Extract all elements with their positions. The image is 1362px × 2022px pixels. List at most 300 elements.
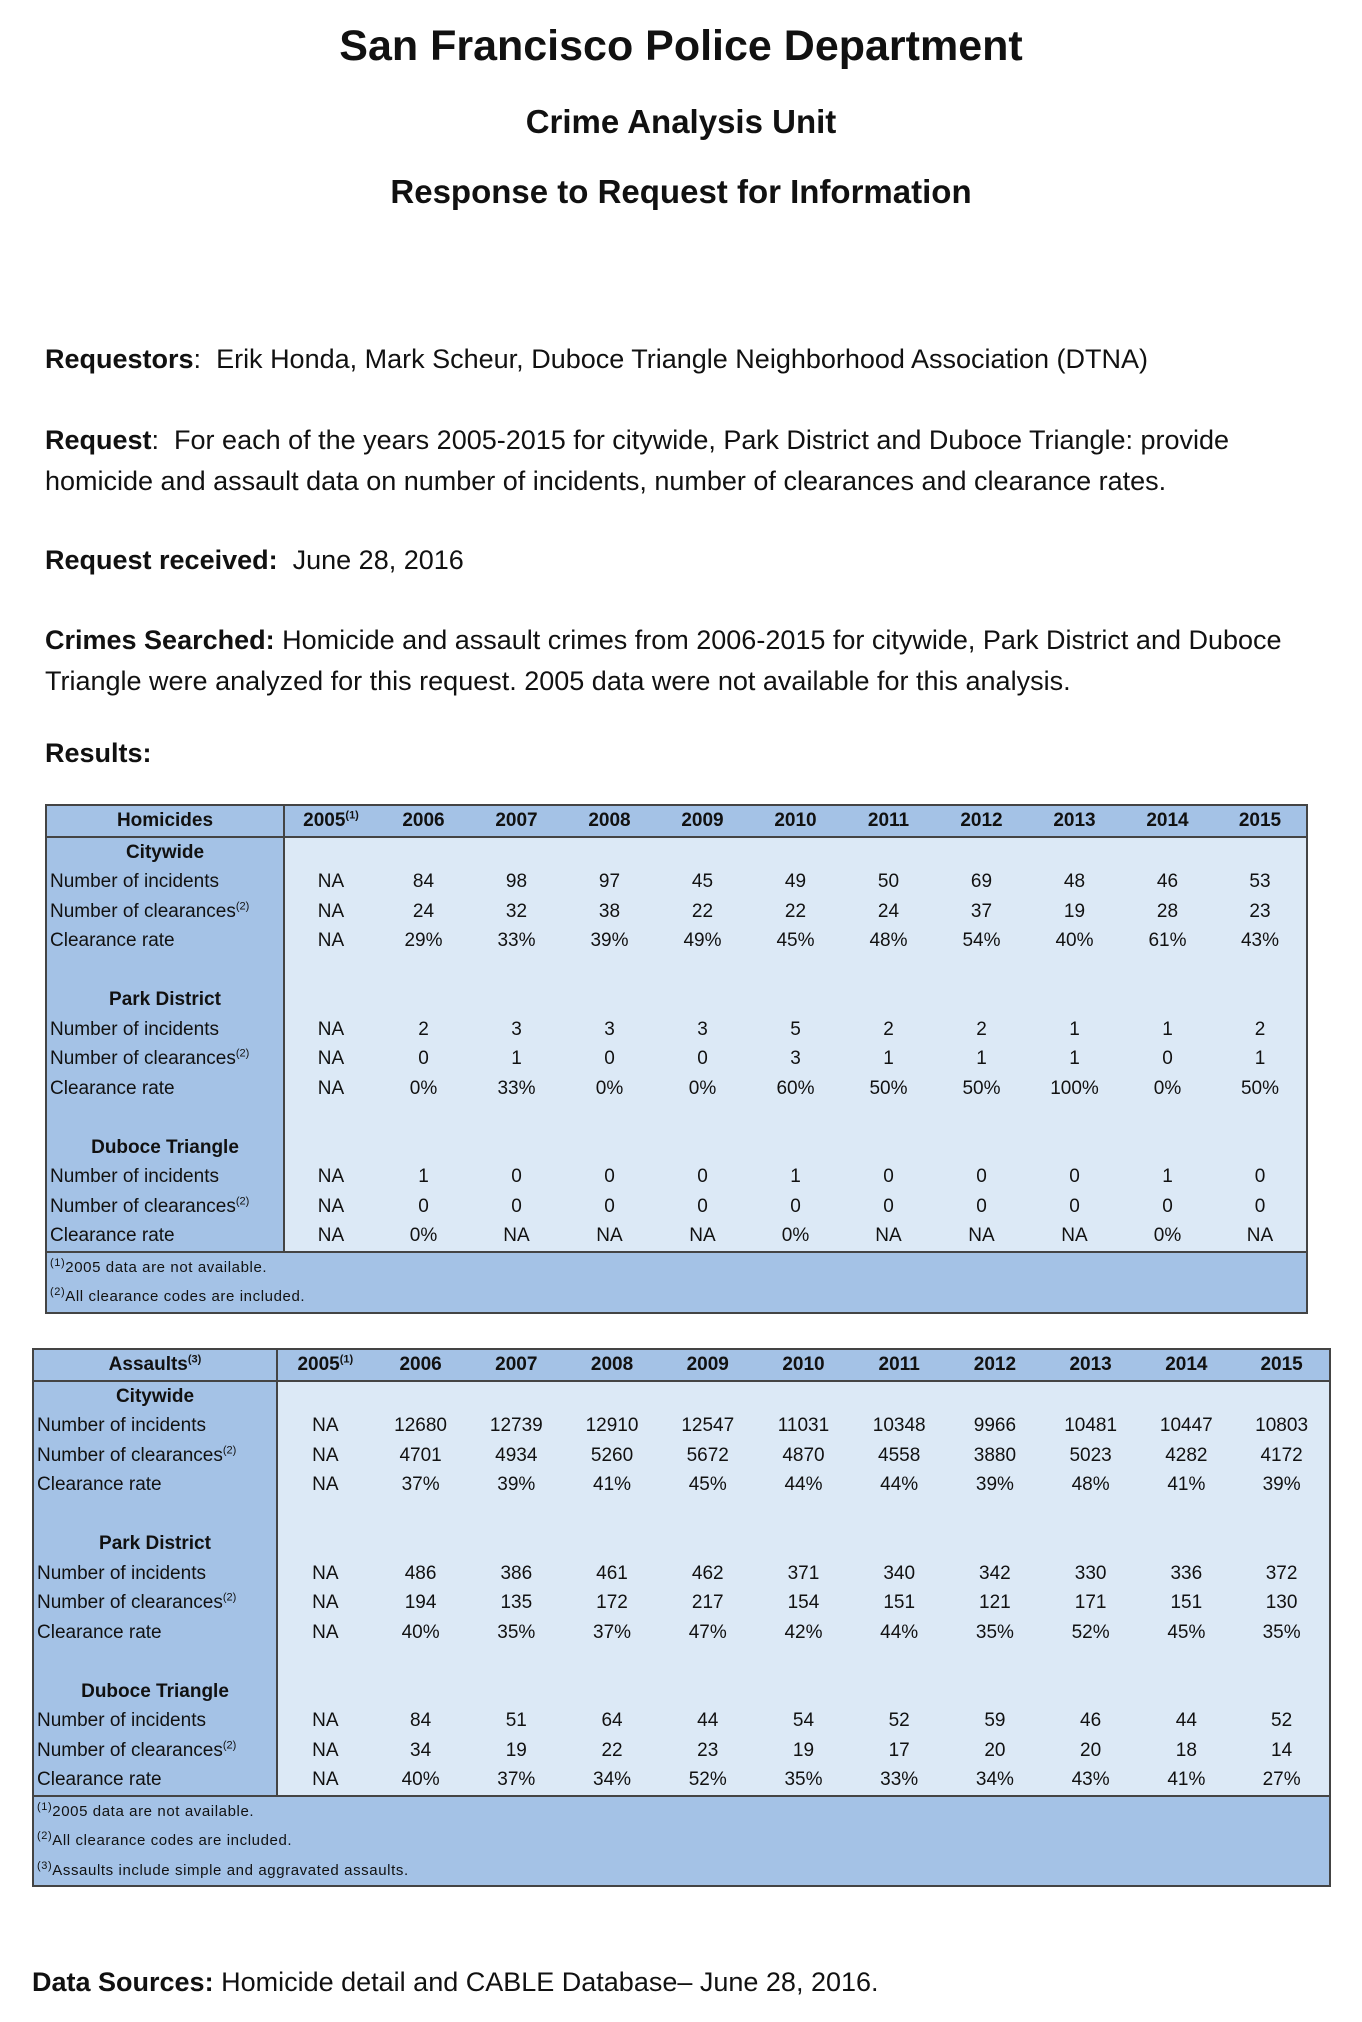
crimes-text: Homicide and assault crimes from 2006-2015 for citywide, Park District and Duboce Triangle were analyzed for this request. 2005 data were not available for this analysis. [45, 625, 1282, 696]
table-cell: NA [284, 1162, 377, 1192]
table-cell: 4282 [1138, 1441, 1234, 1471]
request-label: Request [45, 425, 152, 455]
clearances-row [46, 1192, 1307, 1222]
table-cell: 3 [563, 1015, 656, 1045]
year-header: 2015 [1214, 805, 1307, 837]
table-cell: 34 [373, 1736, 469, 1766]
table-cell: NA [284, 1074, 377, 1104]
year-header: 2015 [1234, 1349, 1330, 1381]
table-cell: 1 [842, 1044, 935, 1074]
table-cell: 0 [656, 1192, 749, 1222]
table-cell: 0 [563, 1192, 656, 1222]
incidents-row [46, 867, 1307, 897]
table-cell: 44% [756, 1470, 852, 1500]
row-label [33, 1618, 277, 1648]
section-name: Citywide [46, 837, 284, 868]
table-cell: 2 [377, 1015, 470, 1045]
section-name: Park District [46, 985, 284, 1015]
table-cell: 0% [563, 1074, 656, 1104]
table-cell: NA [1028, 1221, 1121, 1252]
table-cell: 84 [373, 1706, 469, 1736]
section-name: Duboce Triangle [46, 1133, 284, 1163]
table-cell: 0 [563, 1044, 656, 1074]
year-header: 2013 [1028, 805, 1121, 837]
row-label-text: Number of clearances [50, 900, 236, 922]
table-cell: 154 [756, 1588, 852, 1618]
year-header: 2013 [1043, 1349, 1139, 1381]
table-cell: 22 [656, 897, 749, 927]
table-cell: 130 [1234, 1588, 1330, 1618]
year-header: 2008 [563, 805, 656, 837]
table-cell: 50% [935, 1074, 1028, 1104]
table-cell: NA [277, 1618, 373, 1648]
clearances-row [46, 1044, 1307, 1074]
row-label-text: Number of clearances [50, 1195, 236, 1217]
table-cell: 0 [1028, 1192, 1121, 1222]
section-blank [284, 985, 1307, 1015]
table-cell: 48% [1043, 1470, 1139, 1500]
spacer-row [33, 1647, 1330, 1677]
table-cell: 371 [756, 1559, 852, 1589]
row-label [46, 1015, 284, 1045]
table-cell: 50% [842, 1074, 935, 1104]
table-cell: 336 [1138, 1559, 1234, 1589]
table-cell: 10447 [1138, 1411, 1234, 1441]
row-label-text: Number of incidents [50, 871, 219, 892]
spacer-cell [33, 1500, 277, 1530]
table-cell: 462 [660, 1559, 756, 1589]
table-cell: 0 [749, 1192, 842, 1222]
table-cell: 10481 [1043, 1411, 1139, 1441]
table-cell: 44% [851, 1470, 947, 1500]
row-label-text: Number of incidents [37, 1415, 206, 1436]
table-cell: 46 [1043, 1706, 1139, 1736]
table-cell: NA [284, 1044, 377, 1074]
table-cell: 37% [373, 1470, 469, 1500]
footnote-row [33, 1856, 1330, 1887]
table-cell: 60% [749, 1074, 842, 1104]
table-cell: 46 [1121, 867, 1214, 897]
row-label [33, 1559, 277, 1589]
table-cell: 0 [656, 1162, 749, 1192]
row-label-text: Number of incidents [50, 1018, 219, 1040]
incidents-row [46, 1015, 1307, 1045]
table-cell: 0 [1214, 1162, 1307, 1192]
clearance-rate-row [46, 926, 1307, 956]
table-cell: 0 [935, 1192, 1028, 1222]
table-cell: NA [842, 1221, 935, 1252]
table-cell: 32 [470, 897, 563, 927]
clearances-row [33, 1736, 1330, 1766]
row-label-text: Clearance rate [50, 1225, 175, 1246]
table-cell: 4934 [468, 1441, 564, 1471]
footnote-mark: (1) [37, 1800, 53, 1813]
table-cell: 22 [564, 1736, 660, 1766]
footnote-text: Assaults include simple and aggravated assaults. [52, 1861, 409, 1879]
year-header: 2008 [564, 1349, 660, 1381]
table-cell: 54 [756, 1706, 852, 1736]
table-cell: 12547 [660, 1411, 756, 1441]
table-cell: 1 [1121, 1015, 1214, 1045]
received-date: June 28, 2016 [292, 545, 464, 575]
table-cell: 23 [1214, 897, 1307, 927]
year-header: 2014 [1138, 1349, 1234, 1381]
incidents-row [46, 1162, 1307, 1192]
table-cell: 5023 [1043, 1441, 1139, 1471]
table-cell: 11031 [756, 1411, 852, 1441]
table-cell: 0% [377, 1221, 470, 1252]
spacer-row [46, 956, 1307, 986]
table-cell: 45 [656, 867, 749, 897]
table-cell: 121 [947, 1588, 1043, 1618]
row-label [46, 926, 284, 956]
table-cell: 19 [756, 1736, 852, 1766]
table-cell: NA [1214, 1221, 1307, 1252]
table-cell: NA [284, 926, 377, 956]
homicides-table [45, 804, 1308, 1314]
table-cell: 0 [377, 1044, 470, 1074]
row-label-text: Clearance rate [37, 1769, 162, 1790]
year-header: 2012 [935, 805, 1028, 837]
year-header: 2011 [851, 1349, 947, 1381]
table-cell: 41% [564, 1470, 660, 1500]
table-cell: 100% [1028, 1074, 1121, 1104]
footnote-text: All clearance codes are included. [52, 1832, 293, 1849]
table-cell: 0 [470, 1162, 563, 1192]
table-cell: 51 [468, 1706, 564, 1736]
table-cell: 24 [842, 897, 935, 927]
table-cell: 44% [851, 1618, 947, 1648]
footnote-mark: (1) [50, 1256, 66, 1269]
received-line [45, 540, 1315, 581]
table-cell: 43% [1043, 1765, 1139, 1796]
year-header: 2007 [468, 1349, 564, 1381]
table-cell: 0 [935, 1162, 1028, 1192]
table-cell: 98 [470, 867, 563, 897]
spacer-row [33, 1500, 1330, 1530]
table-cell: 22 [749, 897, 842, 927]
table-cell: 3 [656, 1015, 749, 1045]
table-cell: NA [277, 1441, 373, 1471]
table-cell: 330 [1043, 1559, 1139, 1589]
table-cell: 59 [947, 1706, 1043, 1736]
requestors-line: Requestors: Erik Honda, Mark Scheur, Duboce Triangle Neighborhood Association (DTNA) [45, 344, 1149, 374]
table-cell: 35% [1234, 1618, 1330, 1648]
table-cell: 5 [749, 1015, 842, 1045]
table-cell: NA [277, 1706, 373, 1736]
clearances-row [33, 1441, 1330, 1471]
section-header-row [33, 1677, 1330, 1707]
table-cell: NA [284, 867, 377, 897]
table-title-text: Homicides [116, 810, 214, 831]
table-cell: 0% [377, 1074, 470, 1104]
footnote-row [46, 1282, 1307, 1313]
table-cell: 171 [1043, 1588, 1139, 1618]
table-cell: 4558 [851, 1441, 947, 1471]
year-label: 2005 [303, 810, 346, 831]
table-cell: 0 [1214, 1192, 1307, 1222]
table-cell: 19 [1028, 897, 1121, 927]
table-cell: 47% [660, 1618, 756, 1648]
table-cell: 48% [842, 926, 935, 956]
table-cell: 41% [1138, 1470, 1234, 1500]
table-cell: 1 [377, 1162, 470, 1192]
table-cell: 28 [1121, 897, 1214, 927]
clearances-row [33, 1588, 1330, 1618]
table-cell: 45% [749, 926, 842, 956]
year-label: 2005 [297, 1354, 340, 1375]
table-cell: 3880 [947, 1441, 1043, 1471]
table-cell: 12910 [564, 1411, 660, 1441]
row-label-text: Clearance rate [50, 1077, 175, 1099]
request-paragraph: Request: For each of the years 2005-2015 for citywide, Park District and Duboce Triangle: provide homicide and assault data on number of incidents, number of clearances and clearance rates. [45, 425, 1230, 496]
table-cell: 43% [1214, 926, 1307, 956]
row-label-text: Number of clearances [37, 1592, 223, 1613]
table-cell: 5260 [564, 1441, 660, 1471]
assaults-table [32, 1348, 1331, 1887]
table-cell: NA [563, 1221, 656, 1252]
table-cell: 18 [1138, 1736, 1234, 1766]
row-label [33, 1411, 277, 1441]
footnote-mark: (2) [222, 1591, 237, 1604]
section-blank [284, 1133, 1307, 1163]
row-label [46, 1044, 284, 1074]
table-cell: 45% [1138, 1618, 1234, 1648]
table-cell: 9966 [947, 1411, 1043, 1441]
footnote-mark: (3) [37, 1859, 53, 1872]
table-cell: 41% [1138, 1765, 1234, 1796]
table-cell: NA [277, 1588, 373, 1618]
table-cell: 12739 [468, 1411, 564, 1441]
table-cell: 34% [947, 1765, 1043, 1796]
table-cell: 1 [470, 1044, 563, 1074]
section-blank [277, 1677, 1330, 1707]
row-label [46, 1074, 284, 1104]
footnote-mark: (3) [187, 1353, 202, 1366]
table-cell: 44 [660, 1706, 756, 1736]
year-header-2005 [284, 805, 377, 837]
table-cell: 2 [935, 1015, 1028, 1045]
section-name: Citywide [33, 1381, 277, 1412]
table-cell: 97 [563, 867, 656, 897]
table-cell: 486 [373, 1559, 469, 1589]
table-cell: 45% [660, 1470, 756, 1500]
section-header-row [33, 1381, 1330, 1412]
table-title-text: Assaults [108, 1354, 188, 1375]
requestors-label: Requestors [45, 344, 194, 374]
table-cell: 3 [749, 1044, 842, 1074]
table-cell: NA [277, 1765, 373, 1796]
crimes-paragraph [45, 620, 1315, 702]
table-cell: 135 [468, 1588, 564, 1618]
clearance-rate-row [33, 1470, 1330, 1500]
table-cell: 0 [842, 1162, 935, 1192]
table-cell: NA [656, 1221, 749, 1252]
table-cell: 39% [947, 1470, 1043, 1500]
table-cell: 0 [470, 1192, 563, 1222]
table-cell: 54% [935, 926, 1028, 956]
footnote-mark: (1) [339, 1353, 354, 1366]
table-cell: 40% [1028, 926, 1121, 956]
page-subtitle: Response to Request for Information [390, 173, 972, 210]
table-cell: 33% [470, 1074, 563, 1104]
section-blank [284, 837, 1307, 868]
clearance-rate-row [33, 1618, 1330, 1648]
table-cell: NA [277, 1411, 373, 1441]
year-header: 2010 [749, 805, 842, 837]
row-label-text: Number of incidents [37, 1710, 206, 1731]
table-cell: 19 [468, 1736, 564, 1766]
footnote-row [46, 1252, 1307, 1283]
footnote-cell [46, 1252, 1307, 1283]
table-cell: 217 [660, 1588, 756, 1618]
row-label-text: Number of incidents [50, 1166, 219, 1187]
row-label [46, 1221, 284, 1252]
section-header-row [46, 985, 1307, 1015]
footnote-cell [33, 1796, 1330, 1827]
row-label [33, 1470, 277, 1500]
row-label-text: Clearance rate [50, 930, 175, 951]
table-cell: 5672 [660, 1441, 756, 1471]
requestors-text: Erik Honda, Mark Scheur, Duboce Triangle Neighborhood Association (DTNA) [216, 344, 1149, 374]
spacer-row [46, 1103, 1307, 1133]
spacer-cell [277, 1647, 1330, 1677]
table-cell: 35% [756, 1765, 852, 1796]
table-cell: 1 [749, 1162, 842, 1192]
row-label [33, 1588, 277, 1618]
row-label [46, 867, 284, 897]
table-cell: 0% [749, 1221, 842, 1252]
table-cell: 35% [947, 1618, 1043, 1648]
clearance-rate-row [33, 1765, 1330, 1796]
table-cell: 0 [842, 1192, 935, 1222]
table-cell: 0 [563, 1162, 656, 1192]
table-cell: 10803 [1234, 1411, 1330, 1441]
data-sources-text: Homicide detail and CABLE Database– June 28, 2016. [221, 1967, 879, 1997]
year-header: 2011 [842, 805, 935, 837]
table-cell: 61% [1121, 926, 1214, 956]
year-header: 2006 [373, 1349, 469, 1381]
year-header: 2009 [656, 805, 749, 837]
footnote-text: 2005 data are not available. [52, 1802, 255, 1820]
footnote-row [33, 1796, 1330, 1827]
table-cell: 64 [564, 1706, 660, 1736]
table-cell: 52% [660, 1765, 756, 1796]
table-title [46, 805, 284, 837]
table-cell: 20 [1043, 1736, 1139, 1766]
table-cell: 52 [1234, 1706, 1330, 1736]
table-cell: 40% [373, 1765, 469, 1796]
table-cell: 33% [470, 926, 563, 956]
table-cell: 53 [1214, 867, 1307, 897]
table-cell: NA [284, 1192, 377, 1222]
table-cell: NA [277, 1470, 373, 1500]
footnote-row [33, 1826, 1330, 1856]
table-cell: NA [277, 1559, 373, 1589]
data-sources-line [32, 1962, 1302, 2003]
request-text: For each of the years 2005-2015 for citywide, Park District and Duboce Triangle: provide homicide and assault data on number of incidents, number of clearances and clearance rates. [45, 425, 1230, 496]
clearance-rate-row [46, 1074, 1307, 1104]
table-cell: 33% [851, 1765, 947, 1796]
row-label-text: Number of clearances [37, 1444, 223, 1466]
table-cell: 37% [468, 1765, 564, 1796]
table-cell: 1 [1028, 1015, 1121, 1045]
table-cell: NA [284, 1015, 377, 1045]
row-label-text: Clearance rate [37, 1474, 162, 1495]
table-cell: 40% [373, 1618, 469, 1648]
table-header-row [33, 1349, 1330, 1381]
table-cell: 17 [851, 1736, 947, 1766]
table-cell: 37 [935, 897, 1028, 927]
incidents-row [33, 1411, 1330, 1441]
spacer-cell [33, 1647, 277, 1677]
table-cell: 4172 [1234, 1441, 1330, 1471]
footnote-text: 2005 data are not available. [65, 1258, 268, 1276]
table-cell: 0% [656, 1074, 749, 1104]
section-blank [277, 1529, 1330, 1559]
table-cell: 2 [1214, 1015, 1307, 1045]
table-cell: 1 [1214, 1044, 1307, 1074]
table-cell: 44 [1138, 1706, 1234, 1736]
table-cell: 49 [749, 867, 842, 897]
table-cell: 10348 [851, 1411, 947, 1441]
crimes-label: Crimes Searched: [45, 625, 275, 655]
table-cell: NA [470, 1221, 563, 1252]
table-cell: 52 [851, 1706, 947, 1736]
table-title [33, 1349, 277, 1381]
footnote-text: All clearance codes are included. [65, 1288, 306, 1305]
incidents-row [33, 1559, 1330, 1589]
data-sources-label: Data Sources: [32, 1967, 214, 1997]
table-cell: 23 [660, 1736, 756, 1766]
row-label [33, 1441, 277, 1471]
table-cell: 1 [935, 1044, 1028, 1074]
table-cell: 50 [842, 867, 935, 897]
table-cell: 0 [377, 1192, 470, 1222]
table-cell: 35% [468, 1618, 564, 1648]
table-cell: 386 [468, 1559, 564, 1589]
table-cell: 1 [1121, 1162, 1214, 1192]
row-label [33, 1706, 277, 1736]
section-name: Duboce Triangle [33, 1677, 277, 1707]
row-label [46, 1162, 284, 1192]
spacer-cell [277, 1500, 1330, 1530]
row-label [33, 1765, 277, 1796]
table-cell: 342 [947, 1559, 1043, 1589]
footnote-mark: (2) [235, 900, 250, 913]
footnote-mark: (2) [235, 1195, 250, 1208]
spacer-cell [46, 1103, 284, 1133]
table-cell: 151 [851, 1588, 947, 1618]
spacer-cell [284, 956, 1307, 986]
table-cell: 0 [656, 1044, 749, 1074]
table-cell: 340 [851, 1559, 947, 1589]
table-cell: 2 [842, 1015, 935, 1045]
table-cell: 0% [1121, 1221, 1214, 1252]
row-label-text: Clearance rate [37, 1621, 162, 1643]
footnote-mark: (1) [345, 809, 359, 822]
table-cell: NA [935, 1221, 1028, 1252]
year-header: 2006 [377, 805, 470, 837]
table-cell: 52% [1043, 1618, 1139, 1648]
table-cell: 4701 [373, 1441, 469, 1471]
section-header-row [46, 1133, 1307, 1163]
unit-name: Crime Analysis Unit [525, 103, 837, 140]
footnote-mark: (2) [37, 1830, 53, 1842]
row-label-text: Number of incidents [37, 1562, 206, 1584]
table-cell: 48 [1028, 867, 1121, 897]
footnote-mark: (2) [222, 1739, 237, 1752]
